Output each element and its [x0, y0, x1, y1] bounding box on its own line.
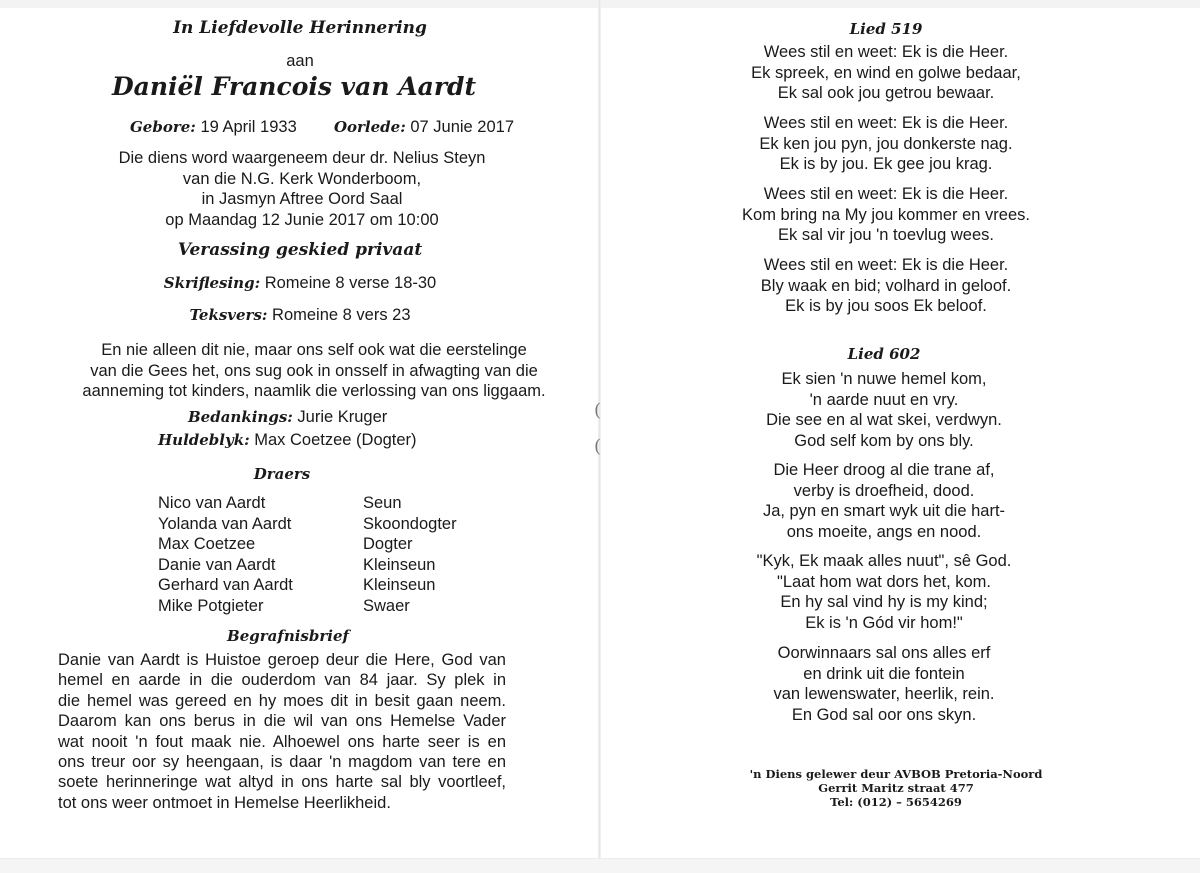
hymn-line: Ek sal ook jou getrou bewaar.	[777, 84, 995, 102]
service-line: in Jasmyn Aftree Oord Saal	[201, 190, 403, 208]
reading-row	[0, 274, 600, 293]
verse-line: van die Gees het, ons sug ook in onsself in afwagting van die	[90, 361, 538, 380]
letter-line: ons treur oor sy heengaan, is daar 'n magdom van tere en	[58, 753, 506, 772]
dates-row	[130, 118, 514, 137]
funeral-letter	[58, 650, 506, 813]
reading-value: Romeine 8 verse 18-30	[264, 274, 437, 292]
hymn-602-stanza	[584, 460, 1184, 542]
hymn-line: Oorwinnaars sal ons alles erf	[777, 644, 991, 662]
hymn-line: Ek sien 'n nuwe hemel kom,	[781, 370, 987, 388]
born-label: Gebore:	[130, 118, 196, 136]
scan-edge-bottom	[0, 858, 1200, 873]
bearer-name: Max Coetzee	[158, 535, 256, 553]
hymn-line: Bly waak en bid; volhard in geloof.	[760, 276, 1012, 295]
tribute-row	[158, 431, 417, 450]
hymn-line: Wees stil en weet: Ek is die Heer.	[763, 43, 1009, 61]
hymn-line: Die see en al wat skei, verdwyn.	[766, 411, 1002, 429]
hymn-602-stanza	[584, 643, 1184, 725]
hymn-line: verby is droefheid, dood.	[793, 481, 975, 500]
text-verse-value: Romeine 8 vers 23	[272, 306, 411, 324]
hymn-line: "Kyk, Ek maak alles nuut", sê God.	[756, 552, 1012, 570]
deceased-name: Daniël Francois van Aardt	[111, 72, 477, 101]
hymn-line: 'n aarde nuut en vry.	[809, 390, 959, 409]
hymn-line: "Laat hom wat dors het, kom.	[776, 572, 992, 591]
bearer-relation: Seun	[363, 494, 402, 512]
tribute-value: Max Coetzee (Dogter)	[254, 431, 417, 449]
verse-line: En nie alleen dit nie, maar ons self ook wat die eerstelinge	[101, 341, 527, 359]
letter-line: Danie van Aardt is Huistoe geroep deur die Here, God van	[58, 651, 506, 669]
died-date: 07 Junie 2017	[410, 118, 515, 136]
table-row	[158, 494, 457, 515]
letter-heading: Begrafnisbrief	[227, 627, 349, 645]
memorial-heading: In Liefdevolle Herinnering	[173, 18, 427, 38]
cremation-note: Verassing geskied privaat	[177, 240, 423, 260]
service-line: van die N.G. Kerk Wonderboom,	[182, 169, 422, 188]
service-details	[2, 148, 602, 230]
hymn-519-stanza	[586, 42, 1186, 104]
table-row	[158, 535, 457, 556]
letter-line: tot ons weer ontmoet in Hemelse Heerlikheid.	[58, 793, 391, 812]
letter-line: wat nooit 'n fout maak nie. Alhoewel ons harte seer is en	[58, 732, 506, 751]
footer-line: Tel: (012) – 5654269	[830, 795, 962, 809]
letter-line: Daarom kan ons berus in die wil van ons Hemelse Vader	[58, 712, 506, 731]
bearer-name: Yolanda van Aardt	[158, 514, 292, 533]
letter-line: hemel en aarde in die ouderdom van 84 jaar. Sy plek in	[58, 671, 506, 690]
staple-mark: (	[594, 436, 602, 457]
bearer-relation: Dogter	[363, 535, 413, 553]
hymn-line: En hy sal vind hy is my kind;	[780, 593, 988, 611]
table-row	[158, 515, 457, 536]
letter-line: soete herinneringe wat altyd in ons harte sal bly voortleef,	[58, 773, 506, 792]
hymn-602-stanza	[584, 369, 1184, 451]
bearer-relation: Kleinseun	[363, 576, 436, 594]
hymn-602-title: Lied 602	[847, 345, 921, 363]
died-label: Oorlede:	[333, 118, 406, 136]
hymn-line: Kom bring na My jou kommer en vrees.	[742, 205, 1030, 224]
hymn-519-title: Lied 519	[849, 20, 923, 38]
hymn-519-stanza	[586, 255, 1186, 317]
letter-line: die hemel was gereed en hy moes dit in besit gaan neem.	[58, 691, 506, 710]
footer-line: Gerrit Maritz straat 477	[818, 781, 974, 795]
hymn-line: Wees stil en weet: Ek is die Heer.	[763, 256, 1009, 274]
text-verse-label: Teksvers:	[189, 306, 268, 324]
hymn-line: God self kom by ons bly.	[794, 431, 974, 450]
hymn-line: Ek ken jou pyn, jou donkerste nag.	[759, 134, 1013, 153]
hymn-602-stanza	[584, 551, 1184, 633]
hymn-519-stanza	[586, 113, 1186, 175]
footer-line: 'n Diens gelewer deur AVBOB Pretoria-Noord	[749, 767, 1043, 781]
born-date: 19 April 1933	[200, 118, 297, 136]
bearer-name: Danie van Aardt	[158, 555, 276, 574]
hymn-line: Ek is by jou soos Ek beloof.	[785, 297, 987, 315]
bearer-relation: Skoondogter	[363, 514, 457, 533]
reading-label: Skriflesing:	[163, 274, 261, 292]
hymn-519-stanza	[586, 184, 1186, 246]
hymn-line: Ja, pyn en smart wyk uit die hart-	[762, 502, 1006, 520]
text-verse-row	[0, 306, 600, 325]
hymn-line: Ek is 'n Gód vir hom!"	[805, 613, 963, 632]
hymn-line: Wees stil en weet: Ek is die Heer.	[763, 114, 1009, 132]
staple-mark: (	[594, 400, 602, 421]
undertaker-footer	[596, 767, 1196, 809]
hymn-line: Ek spreek, en wind en golwe bedaar,	[751, 63, 1021, 82]
hymn-line: van lewenswater, heerlik, rein.	[773, 685, 995, 703]
hymn-line: Wees stil en weet: Ek is die Heer.	[763, 185, 1009, 203]
thanks-label: Bedankings:	[188, 408, 293, 426]
verse-quote	[14, 340, 614, 402]
bearer-name: Nico van Aardt	[158, 494, 266, 512]
hymn-line: En God sal oor ons skyn.	[791, 705, 977, 724]
hymn-line: ons moeite, angs en nood.	[786, 522, 982, 541]
hymn-line: Die Heer droog al die trane af,	[773, 461, 995, 479]
tribute-label: Huldeblyk:	[158, 431, 250, 449]
table-row	[158, 597, 457, 618]
bearers-table	[158, 494, 457, 617]
service-line: op Maandag 12 Junie 2017 om 10:00	[165, 210, 439, 229]
bearer-relation: Kleinseun	[363, 555, 436, 574]
hymn-line: Ek sal vir jou 'n toevlug wees.	[778, 226, 994, 244]
bearer-name: Mike Potgieter	[158, 596, 264, 615]
table-row	[158, 556, 457, 577]
bearer-relation: Swaer	[363, 596, 410, 615]
right-page	[600, 0, 1200, 873]
service-line: Die diens word waargeneem deur dr. Nelius Steyn	[118, 149, 486, 167]
aan-text: aan	[286, 52, 314, 70]
bearers-heading: Draers	[253, 465, 311, 483]
bearer-name: Gerhard van Aardt	[158, 576, 293, 594]
thanks-row	[188, 408, 387, 427]
hymn-line: Ek is by jou. Ek gee jou krag.	[779, 155, 993, 173]
verse-line: aanneming tot kinders, naamlik die verlossing van ons liggaam.	[82, 382, 546, 400]
table-row	[158, 576, 457, 597]
thanks-value: Jurie Kruger	[297, 408, 388, 426]
hymn-line: en drink uit die fontein	[803, 664, 965, 683]
